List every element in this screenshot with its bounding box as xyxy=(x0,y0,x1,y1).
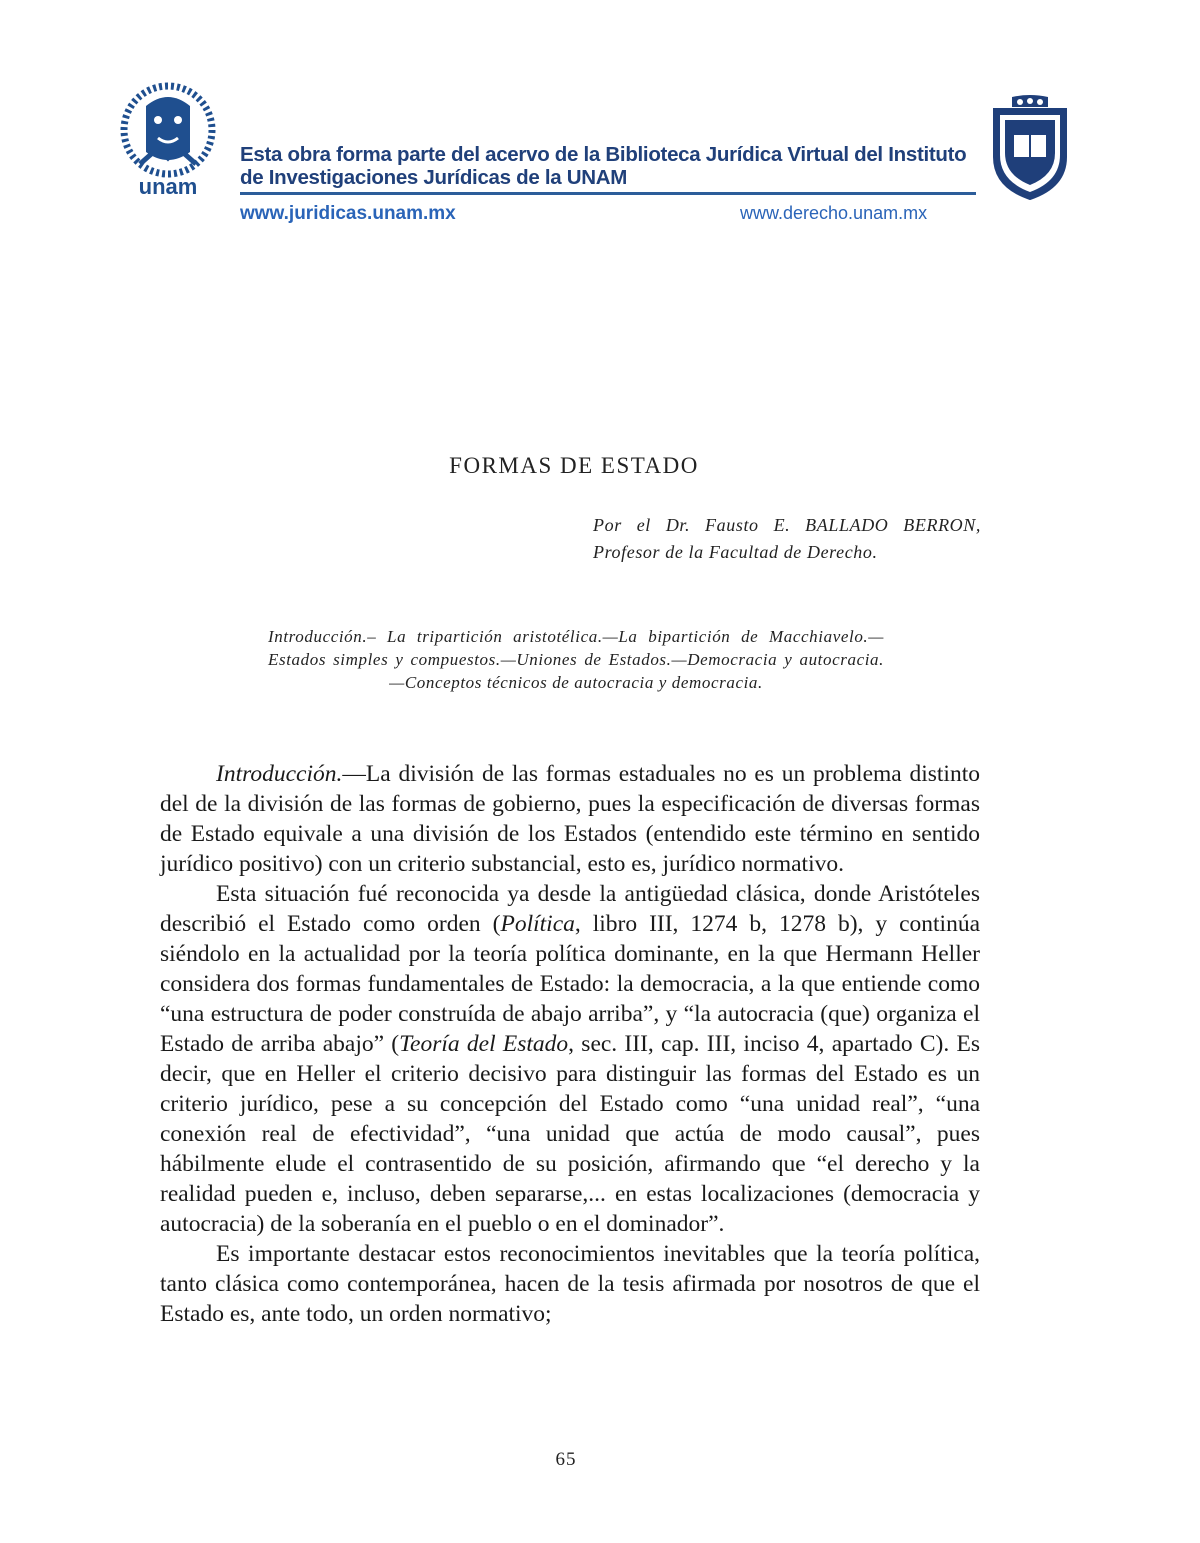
article-title: FORMAS DE ESTADO xyxy=(449,453,699,478)
page-number: 65 xyxy=(555,1449,577,1470)
paragraph-aristoteles-heller: Esta situación fué reconocida ya desde la antigüedad clásica, donde Aristóteles describió el Estado como orden (Política, libro III, 1274 b, 1278 b), y continúa siéndolo en la actualidad por la teoría política dominante, en la que Hermann Heller considera dos formas fundamentales de Estado: la democracia, a la que entiende como “una estructura de poder construída de abajo arriba”, y “la autocracia (que) organiza el Estado de arriba abajo” (Teoría del Estado, sec. III, cap. III, inciso 4, apartado C). Es decir, que en Heller el criterio decisivo para distinguir las formas del Estado es un criterio jurídico, pese a su concepción del Estado como “una unidad real”, “una conexión real de efectividad”, “una unidad que actúa de modo causal”, pues hábilmente elude el contrasentido de su posición, afirmando que “el derecho y la realidad pueden e, incluso, deben separarse,... en estas localizaciones (democracia y autocracia) de la soberanía en el pueblo o en el dominador”. xyxy=(160,881,980,1237)
teoria-del-estado-citation: Teoría del Estado xyxy=(399,1031,569,1057)
unam-logo xyxy=(118,78,218,200)
article-summary: Introducción.– La tripartición aristotélica.—La bipartición de Macchiavelo.—Estados simples y compuestos.—Uniones de Estados.—Democracia y autocracia.—Conceptos técnicos de autocracia y democracia. xyxy=(268,627,884,692)
banner-divider xyxy=(240,192,976,195)
paragraph-orden-normativo: Es importante destacar estos reconocimientos inevitables que la teoría política, tanto clásica como contemporánea, hacen de la tesis afirmada por nosotros de que el Estado es, ante todo, un orden normativo; xyxy=(160,1241,980,1327)
politica-citation: Política xyxy=(500,911,575,937)
header-banner xyxy=(0,0,1200,240)
introduccion-heading: Introducción. xyxy=(216,761,343,787)
article-body xyxy=(160,759,980,1329)
derecho-link[interactable]: www.derecho.unam.mx xyxy=(740,203,928,223)
banner-text: Esta obra forma parte del acervo de la Biblioteca Jurídica Virtual del Instituto de Investigaciones Jurídicas de la UNAM xyxy=(240,143,967,189)
author-byline: Por el Dr. Fausto E. BALLADO BERRON, Profesor de la Facultad de Derecho. xyxy=(593,515,981,562)
juridicas-link[interactable]: www.juridicas.unam.mx xyxy=(240,203,456,224)
paragraph-introduccion: Introducción.—La división de las formas estaduales no es un problema distinto del de la división de las formas de gobierno, pues la especificación de diversas formas de Estado equivale a una división de los Estados (entendido este término en sentido jurídico positivo) con un criterio substancial, esto es, jurídico normativo. xyxy=(160,761,980,877)
facultad-derecho-shield-logo xyxy=(990,95,1070,201)
svg-text:unam: unam xyxy=(138,174,198,199)
